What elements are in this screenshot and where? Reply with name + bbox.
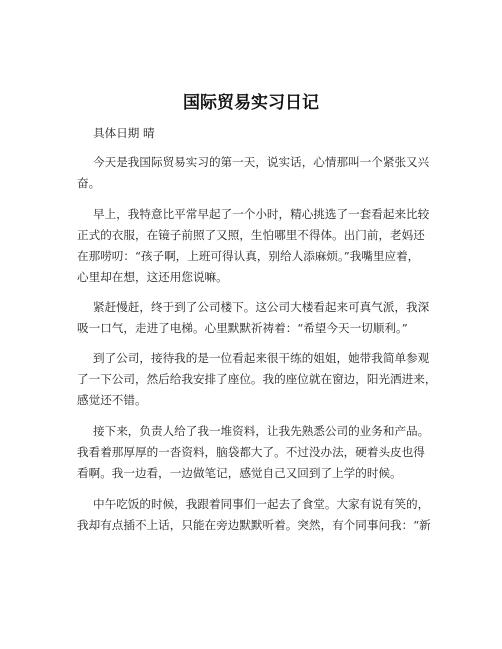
paragraph-5-line-2: 我看着那厚厚的一沓资料，脑袋都大了。不过没办法，硬着头皮也得 [77, 445, 425, 459]
paragraph-6-line-2: 我却有点插不上话，只能在旁边默默听着。突然，有个同事问我：“新 [77, 518, 431, 532]
paragraph-5-line-1: 接下来，负责人给了我一堆资料，让我先熟悉公司的业务和产品。 [93, 424, 430, 438]
paragraph-4-line-3: 感觉还不错。 [77, 393, 147, 407]
paragraph-3-line-2: 吸一口气，走进了电梯。心里默默祈祷着：“希望今天一切顺利。” [77, 321, 408, 335]
date-line: 具体日期 晴 [93, 126, 155, 140]
page-title: 国际贸易实习日记 [183, 93, 319, 113]
paragraph-1-line-1: 今天是我国际贸易实习的第一天，说实话，心情那叫一个紧张又兴 [93, 155, 430, 169]
paragraph-2-line-2: 正式的衣服，在镜子前照了又照，生怕哪里不得体。出门前，老妈还 [77, 228, 425, 242]
paragraph-1-line-2: 奋。 [77, 176, 101, 190]
paragraph-4-line-1: 到了公司，接待我的是一位看起来很干练的姐姐，她带我简单参观 [93, 351, 430, 365]
paragraph-2-line-4: 心里却在想，这还用您说嘛。 [77, 270, 228, 284]
paragraph-6-line-1: 中午吃饭的时候，我跟着同事们一起去了食堂。大家有说有笑的， [93, 497, 430, 511]
paragraph-3-line-1: 紧赶慢赶，终于到了公司楼下。这公司大楼看起来可真气派，我深 [93, 300, 430, 314]
paragraph-2-line-3: 在那唠叨：“孩子啊，上班可得认真，别给人添麻烦。”我嘴里应着， [77, 249, 420, 263]
paragraph-2-line-1: 早上，我特意比平常早起了一个小时，精心挑选了一套看起来比较 [93, 207, 430, 221]
paragraph-5-line-3: 看啊。我一边看，一边做笔记，感觉自己又回到了上学的时候。 [77, 466, 402, 480]
paragraph-4-line-2: 了一下公司，然后给我安排了座位。我的座位就在窗边，阳光洒进来， [77, 372, 437, 386]
